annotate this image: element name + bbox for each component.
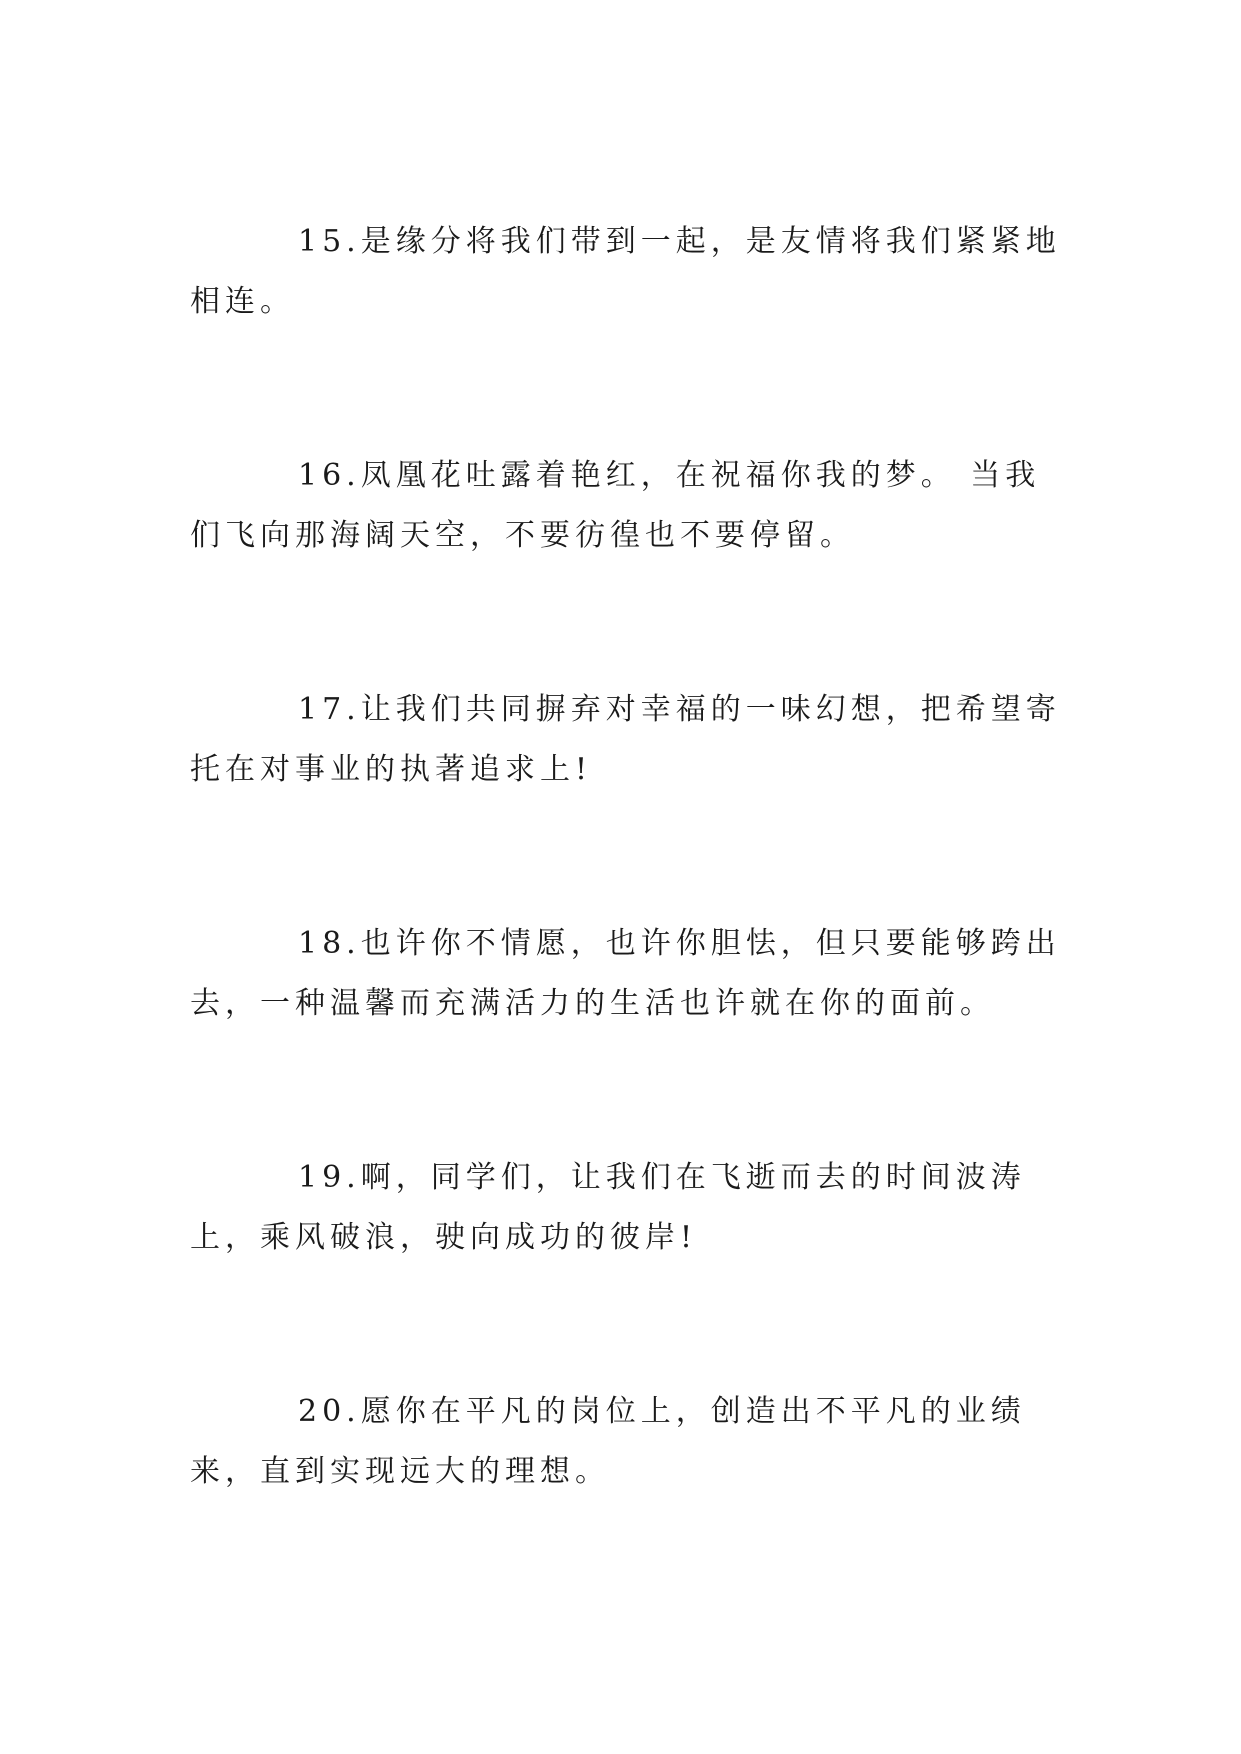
paragraph-18: 18.也许你不情愿，也许你胆怯，但只要能够跨出去，一种温馨而充满活力的生活也许就在你的面前。: [190, 926, 1061, 1021]
paragraph-19: 19.啊，同学们，让我们在飞逝而去的时间波涛上，乘风破浪，驶向成功的彼岸!: [190, 1160, 1026, 1255]
paragraph-15: 15.是缘分将我们带到一起，是友情将我们紧紧地相连。: [190, 224, 1061, 319]
paragraph-16: 16.凤凰花吐露着艳红，在祝福你我的梦。 当我们飞向那海阔天空，不要彷徨也不要停留。: [190, 458, 1041, 553]
paragraph-17: 17.让我们共同摒弃对幸福的一味幻想，把希望寄托在对事业的执著追求上!: [190, 692, 1061, 787]
paragraph-20: 20.愿你在平凡的岗位上，创造出不平凡的业绩来，直到实现远大的理想。: [190, 1394, 1026, 1489]
